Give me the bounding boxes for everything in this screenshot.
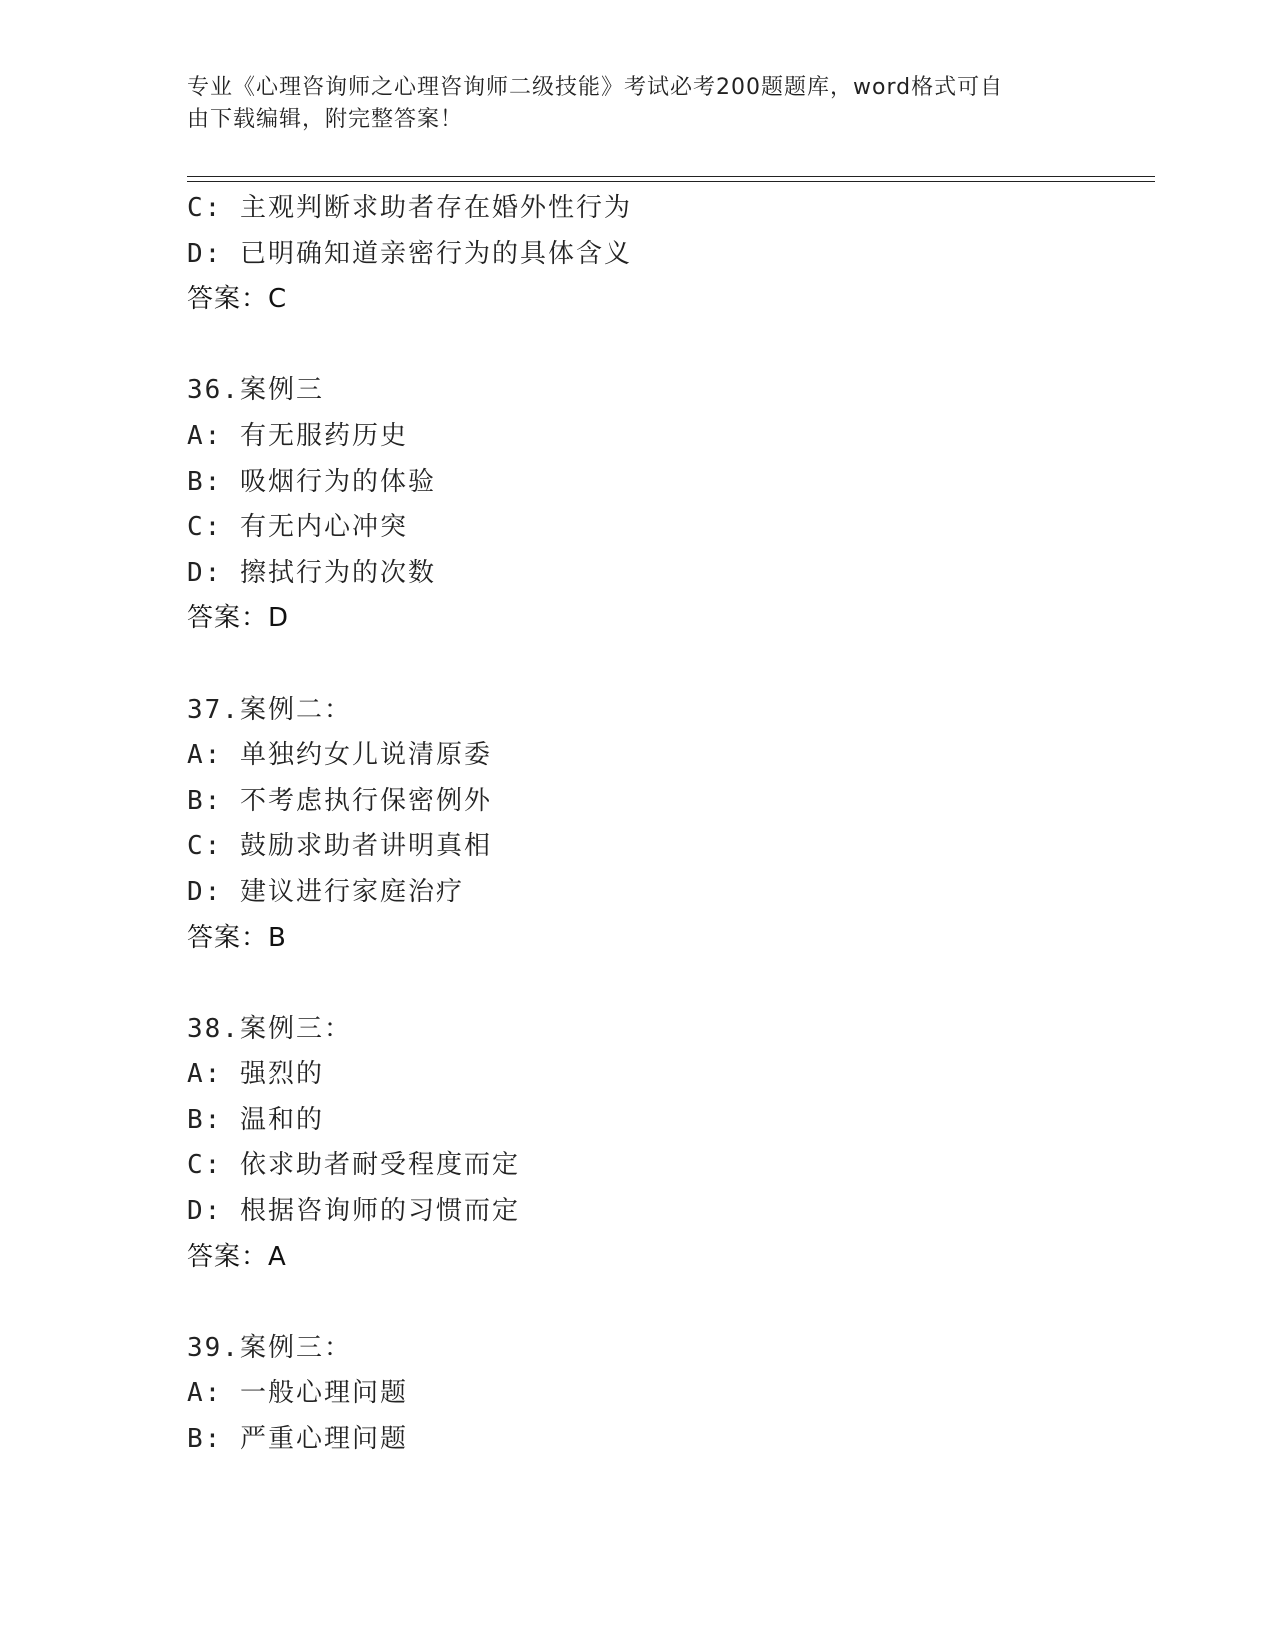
header-divider-bottom xyxy=(187,181,1155,182)
option-d: D: 根据咨询师的习惯而定 xyxy=(187,1196,520,1227)
option-b: B: 温和的 xyxy=(187,1104,324,1135)
answer-line: 答案：B xyxy=(187,922,287,953)
spacer xyxy=(187,961,1167,1007)
question-37 xyxy=(187,688,1167,962)
header-line-2: 由下载编辑，附完整答案！ xyxy=(187,107,464,132)
question-continued xyxy=(187,186,1167,323)
spacer xyxy=(187,1280,1167,1326)
option-d: D: 擦拭行为的次数 xyxy=(187,557,436,588)
option-d: D: 已明确知道亲密行为的具体含义 xyxy=(187,238,632,269)
question-list xyxy=(187,186,1167,1463)
question-36 xyxy=(187,368,1167,642)
header-line-1: 专业《心理咨询师之心理咨询师二级技能》考试必考200题题库，word格式可自 xyxy=(187,75,1004,100)
question-title: 39.案例三： xyxy=(187,1332,352,1363)
option-d: D: 建议进行家庭治疗 xyxy=(187,876,464,907)
option-b: B: 吸烟行为的体验 xyxy=(187,466,436,497)
option-c: C: 有无内心冲突 xyxy=(187,512,408,543)
answer-line: 答案：D xyxy=(187,603,290,634)
option-a: A: 有无服药历史 xyxy=(187,420,408,451)
answer-line: 答案：A xyxy=(187,1241,287,1272)
question-38 xyxy=(187,1007,1167,1281)
option-a: A: 一般心理问题 xyxy=(187,1378,408,1409)
header-divider-top xyxy=(187,176,1155,177)
answer-line: 答案：C xyxy=(187,284,288,315)
question-title: 37.案例二： xyxy=(187,694,352,725)
document-header xyxy=(187,72,1067,136)
question-39 xyxy=(187,1326,1167,1463)
question-title: 38.案例三： xyxy=(187,1013,352,1044)
option-c: C: 依求助者耐受程度而定 xyxy=(187,1150,520,1181)
option-c: C: 鼓励求助者讲明真相 xyxy=(187,831,492,862)
option-b: B: 不考虑执行保密例外 xyxy=(187,785,492,816)
option-b: B: 严重心理问题 xyxy=(187,1424,408,1455)
option-a: A: 强烈的 xyxy=(187,1059,324,1090)
option-a: A: 单独约女儿说清原委 xyxy=(187,740,492,771)
question-title: 36.案例三 xyxy=(187,375,324,406)
spacer xyxy=(187,323,1167,369)
spacer xyxy=(187,642,1167,688)
option-c: C: 主观判断求助者存在婚外性行为 xyxy=(187,193,632,223)
